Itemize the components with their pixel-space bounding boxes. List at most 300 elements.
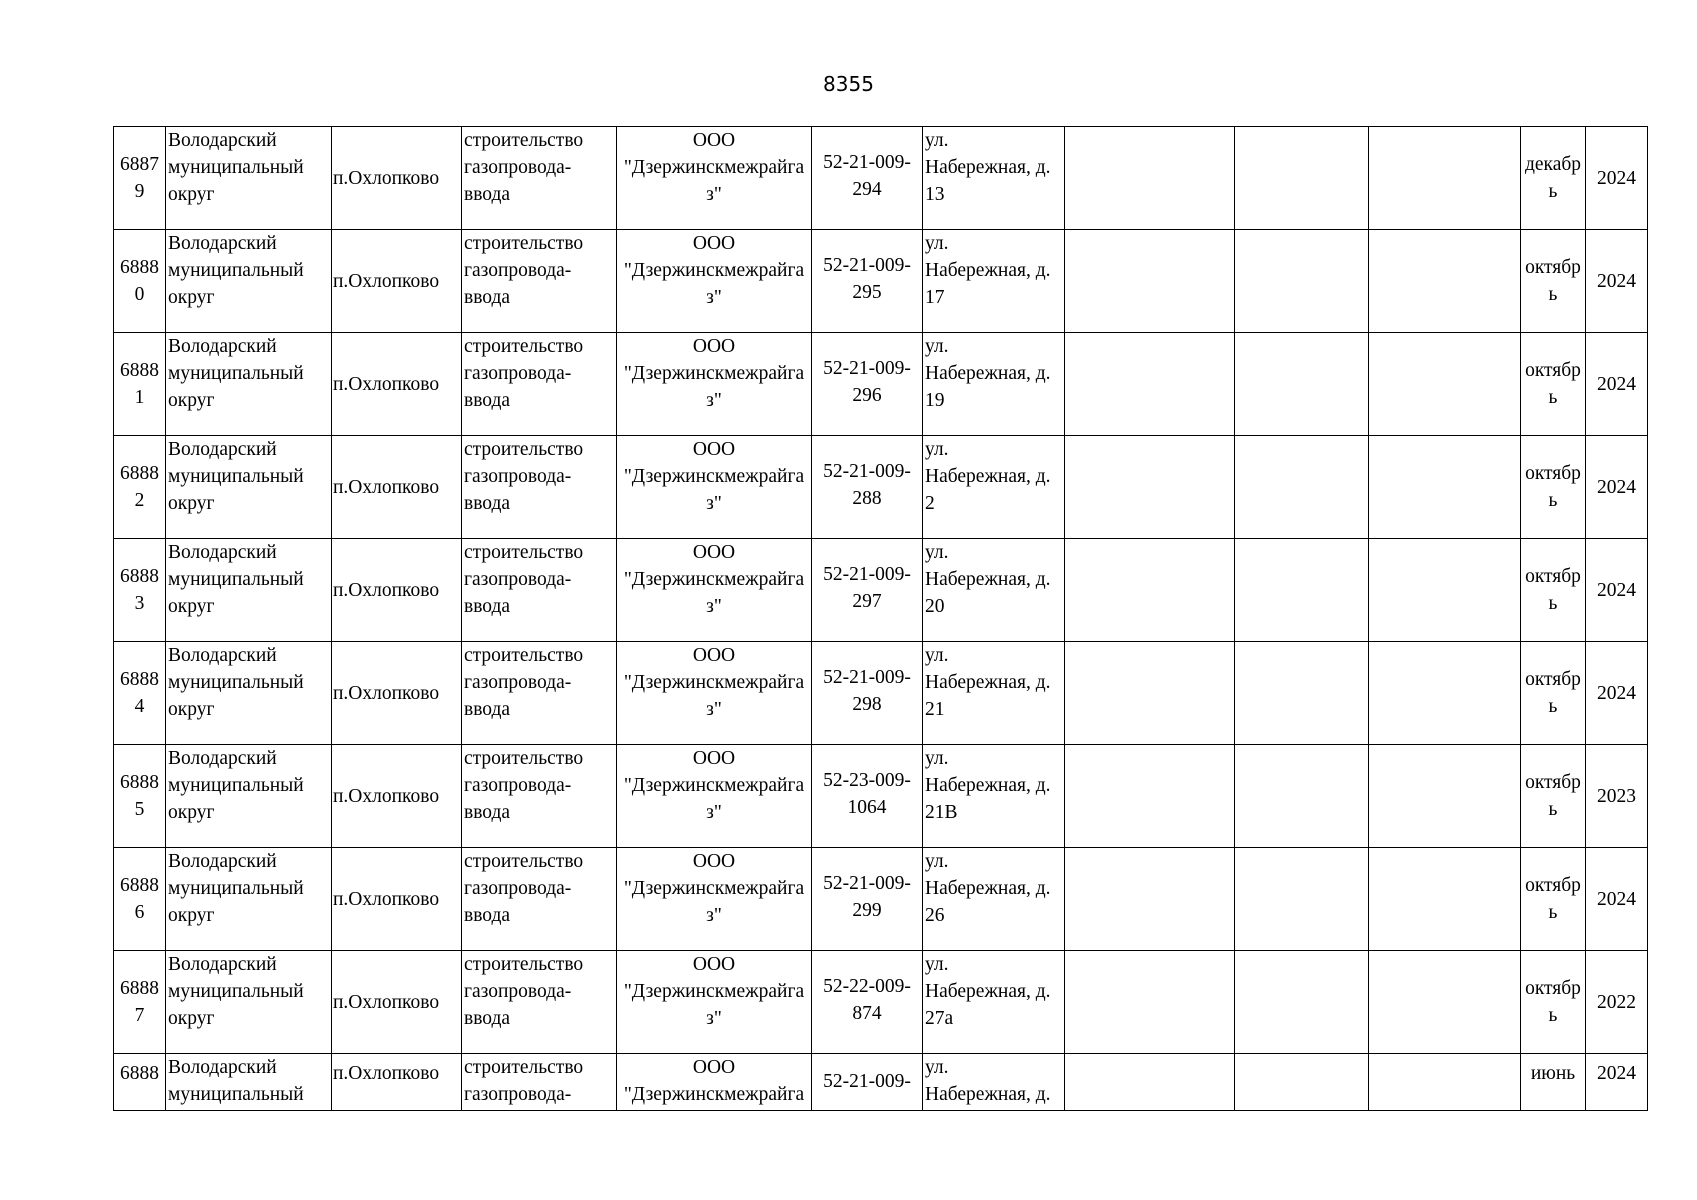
cell-locality: п.Охлопково — [332, 127, 462, 230]
cell-permit-code — [812, 642, 923, 745]
cell-address — [923, 848, 1065, 951]
cell-work-type — [462, 539, 617, 642]
cell-line: ввода — [464, 699, 511, 720]
cell-empty — [1065, 127, 1235, 230]
cell-empty — [1235, 230, 1369, 333]
cell-work-type — [462, 436, 617, 539]
cell-permit-code — [812, 127, 923, 230]
record-number-part: 4 — [134, 696, 145, 717]
cell-line: з" — [706, 287, 722, 308]
permit-code-part: 52-21-009- — [823, 564, 911, 585]
month-part: октябр — [1525, 360, 1581, 381]
cell-line: Набережная, д. — [925, 878, 1051, 899]
cell-empty — [1065, 951, 1235, 1054]
cell-locality: п.Охлопково — [332, 642, 462, 745]
permit-code-part: 52-21-009- — [823, 1071, 911, 1092]
cell-line: газопровода- — [464, 260, 572, 281]
cell-line: Володарский — [168, 1057, 277, 1078]
cell-year: 2024 — [1586, 230, 1648, 333]
cell-locality: п.Охлопково — [332, 951, 462, 1054]
cell-locality: п.Охлопково — [332, 848, 462, 951]
month-part: ь — [1548, 490, 1558, 511]
cell-month — [1521, 745, 1586, 848]
cell-line: округ — [168, 905, 215, 926]
cell-line: "Дзержинскмежрайга — [623, 775, 805, 796]
cell-organization — [617, 539, 812, 642]
cell-line: "Дзержинскмежрайга — [623, 260, 805, 281]
table-row — [114, 642, 1648, 745]
cell-empty — [1065, 539, 1235, 642]
cell-address — [923, 745, 1065, 848]
month-part: ь — [1548, 387, 1558, 408]
permit-code-part: 299 — [852, 900, 882, 921]
cell-record-number — [114, 1054, 166, 1111]
record-number-part: 9 — [134, 181, 145, 202]
cell-district — [166, 1054, 332, 1111]
cell-line: ввода — [464, 596, 511, 617]
record-number-part: 1 — [134, 387, 145, 408]
cell-line: ООО — [692, 336, 736, 357]
cell-line: Набережная, д. — [925, 260, 1051, 281]
cell-district — [166, 642, 332, 745]
cell-district — [166, 745, 332, 848]
cell-locality: п.Охлопково — [332, 230, 462, 333]
cell-line: ул. — [925, 233, 949, 254]
cell-district — [166, 539, 332, 642]
cell-line: округ — [168, 802, 215, 823]
record-number-part: 6888 — [120, 772, 159, 793]
cell-line: округ — [168, 493, 215, 514]
cell-line: Набережная, д. — [925, 672, 1051, 693]
cell-line: 20 — [925, 596, 945, 617]
cell-work-type — [462, 230, 617, 333]
cell-month — [1521, 436, 1586, 539]
record-number-part: 6888 — [120, 978, 159, 999]
cell-line: округ — [168, 699, 215, 720]
cell-empty — [1235, 1054, 1369, 1111]
cell-address — [923, 1054, 1065, 1111]
cell-locality: п.Охлопково — [332, 436, 462, 539]
cell-record-number — [114, 230, 166, 333]
record-number-part: 6888 — [120, 669, 159, 690]
cell-line: Володарский — [168, 645, 277, 666]
cell-month — [1521, 1054, 1586, 1111]
cell-line: ООО — [692, 542, 736, 563]
cell-year: 2022 — [1586, 951, 1648, 1054]
permit-code-part: 874 — [852, 1003, 882, 1024]
cell-empty — [1065, 848, 1235, 951]
cell-organization — [617, 230, 812, 333]
cell-line: ООО — [692, 1057, 736, 1078]
cell-line: газопровода- — [464, 363, 572, 384]
cell-line: строительство — [464, 439, 584, 460]
cell-month — [1521, 642, 1586, 745]
cell-month — [1521, 230, 1586, 333]
cell-line: муниципальный — [168, 569, 304, 590]
cell-record-number — [114, 436, 166, 539]
cell-line: строительство — [464, 542, 584, 563]
cell-line: Володарский — [168, 542, 277, 563]
month-part: октябр — [1525, 669, 1581, 690]
cell-district — [166, 951, 332, 1054]
cell-line: муниципальный — [168, 466, 304, 487]
cell-line: округ — [168, 596, 215, 617]
cell-record-number — [114, 539, 166, 642]
cell-line: Набережная, д. — [925, 363, 1051, 384]
cell-work-type — [462, 1054, 617, 1111]
cell-record-number — [114, 951, 166, 1054]
cell-permit-code — [812, 539, 923, 642]
month-part: октябр — [1525, 772, 1581, 793]
cell-record-number — [114, 333, 166, 436]
cell-line: 27а — [925, 1008, 954, 1029]
cell-line: ООО — [692, 954, 736, 975]
cell-empty — [1369, 127, 1521, 230]
cell-line: строительство — [464, 645, 584, 666]
cell-line: муниципальный — [168, 1084, 304, 1105]
cell-empty — [1235, 436, 1369, 539]
cell-year: 2024 — [1586, 333, 1648, 436]
cell-line: Набережная, д. — [925, 569, 1051, 590]
cell-line: муниципальный — [168, 260, 304, 281]
record-number-part: 6887 — [120, 154, 159, 175]
cell-line: строительство — [464, 954, 584, 975]
cell-month — [1521, 848, 1586, 951]
table-row — [114, 745, 1648, 848]
month-part: ь — [1548, 1005, 1558, 1026]
month-part: октябр — [1525, 463, 1581, 484]
cell-line: муниципальный — [168, 878, 304, 899]
cell-line: муниципальный — [168, 981, 304, 1002]
table-row — [114, 333, 1648, 436]
cell-line: 13 — [925, 184, 945, 205]
page-number: 8355 — [823, 72, 874, 96]
cell-empty — [1235, 642, 1369, 745]
cell-empty — [1235, 539, 1369, 642]
month-part: октябр — [1525, 875, 1581, 896]
cell-line: "Дзержинскмежрайга — [623, 569, 805, 590]
cell-empty — [1369, 436, 1521, 539]
cell-organization — [617, 1054, 812, 1111]
cell-year: 2024 — [1586, 848, 1648, 951]
permit-code-part: 52-21-009- — [823, 461, 911, 482]
cell-address — [923, 333, 1065, 436]
table-row — [114, 436, 1648, 539]
record-number-part: 5 — [134, 799, 145, 820]
permit-code-part: 294 — [852, 179, 882, 200]
cell-work-type — [462, 127, 617, 230]
cell-line: Володарский — [168, 130, 277, 151]
cell-record-number — [114, 642, 166, 745]
cell-organization — [617, 127, 812, 230]
cell-line: з" — [706, 596, 722, 617]
cell-district — [166, 436, 332, 539]
cell-district — [166, 127, 332, 230]
cell-line: ул. — [925, 336, 949, 357]
cell-permit-code — [812, 745, 923, 848]
cell-line: з" — [706, 699, 722, 720]
cell-line: газопровода- — [464, 775, 572, 796]
month-part: октябр — [1525, 257, 1581, 278]
record-number-part: 6888 — [120, 566, 159, 587]
cell-record-number — [114, 848, 166, 951]
cell-empty — [1369, 642, 1521, 745]
cell-record-number — [114, 127, 166, 230]
month-part: ь — [1548, 284, 1558, 305]
cell-line: Набережная, д. — [925, 775, 1051, 796]
cell-line: ул. — [925, 748, 949, 769]
cell-address — [923, 436, 1065, 539]
cell-year: 2024 — [1586, 1054, 1648, 1111]
cell-empty — [1065, 642, 1235, 745]
month-part: ь — [1548, 593, 1558, 614]
permit-code-part: 297 — [852, 591, 882, 612]
cell-line: строительство — [464, 851, 584, 872]
cell-empty — [1235, 127, 1369, 230]
cell-line: 26 — [925, 905, 945, 926]
cell-line: ул. — [925, 1057, 949, 1078]
table-row — [114, 1054, 1648, 1111]
cell-line: 17 — [925, 287, 945, 308]
month-part: ь — [1548, 799, 1558, 820]
cell-line: газопровода- — [464, 672, 572, 693]
permit-code-part: 52-23-009- — [823, 770, 911, 791]
table-body — [114, 127, 1648, 1111]
cell-work-type — [462, 333, 617, 436]
cell-line: ввода — [464, 493, 511, 514]
cell-permit-code — [812, 436, 923, 539]
cell-line: строительство — [464, 748, 584, 769]
cell-line: газопровода- — [464, 878, 572, 899]
cell-locality: п.Охлопково — [332, 745, 462, 848]
cell-line: ул. — [925, 439, 949, 460]
permit-code-part: 1064 — [847, 797, 887, 818]
record-number-part: 6888 — [120, 360, 159, 381]
cell-line: ввода — [464, 905, 511, 926]
cell-address — [923, 951, 1065, 1054]
cell-line: ввода — [464, 802, 511, 823]
cell-year: 2024 — [1586, 436, 1648, 539]
cell-line: 21В — [925, 802, 958, 823]
cell-organization — [617, 333, 812, 436]
cell-line: ул. — [925, 851, 949, 872]
cell-district — [166, 230, 332, 333]
cell-district — [166, 333, 332, 436]
permit-code-part: 52-21-009- — [823, 255, 911, 276]
month-part: ь — [1548, 696, 1558, 717]
cell-line: ввода — [464, 287, 511, 308]
cell-empty — [1235, 745, 1369, 848]
data-table — [113, 126, 1648, 1111]
cell-month — [1521, 951, 1586, 1054]
cell-line: "Дзержинскмежрайга — [623, 466, 805, 487]
permit-code-part: 298 — [852, 694, 882, 715]
cell-empty — [1065, 1054, 1235, 1111]
cell-address — [923, 539, 1065, 642]
cell-line: ООО — [692, 748, 736, 769]
cell-empty — [1369, 230, 1521, 333]
permit-code-part: 288 — [852, 488, 882, 509]
cell-line: ООО — [692, 439, 736, 460]
month-part: октябр — [1525, 566, 1581, 587]
cell-line: ООО — [692, 130, 736, 151]
month-part: октябр — [1525, 978, 1581, 999]
cell-line: 21 — [925, 699, 945, 720]
cell-organization — [617, 848, 812, 951]
cell-line: "Дзержинскмежрайга — [623, 363, 805, 384]
table-row — [114, 951, 1648, 1054]
record-number-part: 6888 — [120, 1063, 159, 1084]
cell-permit-code — [812, 230, 923, 333]
permit-code-part: 52-21-009- — [823, 358, 911, 379]
cell-line: "Дзержинскмежрайга — [623, 878, 805, 899]
cell-permit-code — [812, 951, 923, 1054]
record-number-part: 6888 — [120, 257, 159, 278]
cell-line: ул. — [925, 130, 949, 151]
cell-line: ООО — [692, 645, 736, 666]
cell-locality: п.Охлопково — [332, 333, 462, 436]
cell-empty — [1235, 333, 1369, 436]
cell-line: "Дзержинскмежрайга — [623, 157, 805, 178]
cell-line: ул. — [925, 954, 949, 975]
cell-line: газопровода- — [464, 569, 572, 590]
cell-empty — [1369, 1054, 1521, 1111]
cell-line: з" — [706, 802, 722, 823]
cell-line: муниципальный — [168, 672, 304, 693]
cell-line: "Дзержинскмежрайга — [623, 981, 805, 1002]
cell-line: муниципальный — [168, 775, 304, 796]
cell-empty — [1369, 951, 1521, 1054]
cell-month — [1521, 539, 1586, 642]
cell-organization — [617, 745, 812, 848]
cell-line: строительство — [464, 130, 584, 151]
cell-line: муниципальный — [168, 363, 304, 384]
cell-empty — [1065, 230, 1235, 333]
permit-code-part: 295 — [852, 282, 882, 303]
cell-year: 2024 — [1586, 642, 1648, 745]
cell-line: Володарский — [168, 233, 277, 254]
cell-line: з" — [706, 1008, 722, 1029]
table-row — [114, 848, 1648, 951]
permit-code-part: 52-21-009- — [823, 152, 911, 173]
cell-line: ООО — [692, 851, 736, 872]
cell-line: ул. — [925, 645, 949, 666]
cell-empty — [1369, 539, 1521, 642]
cell-line: округ — [168, 390, 215, 411]
cell-line: округ — [168, 1008, 215, 1029]
table-row — [114, 127, 1648, 230]
cell-address — [923, 127, 1065, 230]
cell-empty — [1235, 951, 1369, 1054]
cell-empty — [1065, 745, 1235, 848]
cell-line: з" — [706, 390, 722, 411]
record-number-part: 7 — [134, 1005, 145, 1026]
cell-line: муниципальный — [168, 157, 304, 178]
cell-empty — [1065, 436, 1235, 539]
cell-year: 2024 — [1586, 539, 1648, 642]
cell-line: округ — [168, 287, 215, 308]
cell-line: "Дзержинскмежрайга — [623, 1084, 805, 1105]
cell-month — [1521, 127, 1586, 230]
record-number-part: 6888 — [120, 463, 159, 484]
cell-line: строительство — [464, 233, 584, 254]
cell-line: ввода — [464, 390, 511, 411]
record-number-part: 6 — [134, 902, 145, 923]
month-part: ь — [1548, 181, 1558, 202]
cell-month — [1521, 333, 1586, 436]
cell-line: строительство — [464, 336, 584, 357]
cell-line: Володарский — [168, 851, 277, 872]
cell-line: Набережная, д. — [925, 466, 1051, 487]
cell-empty — [1065, 333, 1235, 436]
cell-line: з" — [706, 905, 722, 926]
cell-line: Набережная, д. — [925, 981, 1051, 1002]
cell-line: газопровода- — [464, 157, 572, 178]
month-part: июнь — [1530, 1063, 1576, 1084]
table-row — [114, 230, 1648, 333]
cell-work-type — [462, 951, 617, 1054]
cell-address — [923, 230, 1065, 333]
cell-line: Володарский — [168, 439, 277, 460]
cell-line: ввода — [464, 1008, 511, 1029]
record-number-part: 6888 — [120, 875, 159, 896]
cell-line: строительство — [464, 1057, 584, 1078]
permit-code-part: 52-22-009- — [823, 976, 911, 997]
cell-year: 2023 — [1586, 745, 1648, 848]
cell-line: "Дзержинскмежрайга — [623, 672, 805, 693]
cell-locality: п.Охлопково — [332, 539, 462, 642]
cell-work-type — [462, 745, 617, 848]
cell-work-type — [462, 642, 617, 745]
cell-empty — [1369, 745, 1521, 848]
cell-locality: п.Охлопково — [332, 1054, 462, 1111]
cell-line: з" — [706, 184, 722, 205]
cell-year: 2024 — [1586, 127, 1648, 230]
permit-code-part: 52-21-009- — [823, 667, 911, 688]
cell-line: ввода — [464, 184, 511, 205]
cell-line: 19 — [925, 390, 945, 411]
cell-line: Набережная, д. — [925, 157, 1051, 178]
table-row — [114, 539, 1648, 642]
permit-code-part: 52-21-009- — [823, 873, 911, 894]
permit-code-part: 296 — [852, 385, 882, 406]
cell-line: газопровода- — [464, 1084, 572, 1105]
cell-empty — [1235, 848, 1369, 951]
cell-empty — [1369, 848, 1521, 951]
record-number-part: 2 — [134, 490, 145, 511]
cell-permit-code — [812, 1054, 923, 1111]
cell-permit-code — [812, 333, 923, 436]
cell-district — [166, 848, 332, 951]
cell-line: з" — [706, 493, 722, 514]
month-part: декабр — [1524, 154, 1582, 175]
cell-work-type — [462, 848, 617, 951]
record-number-part: 0 — [134, 284, 145, 305]
cell-empty — [1369, 333, 1521, 436]
cell-line: округ — [168, 184, 215, 205]
cell-line: ООО — [692, 233, 736, 254]
cell-address — [923, 642, 1065, 745]
cell-line: Володарский — [168, 954, 277, 975]
cell-organization — [617, 642, 812, 745]
cell-line: Володарский — [168, 748, 277, 769]
cell-record-number — [114, 745, 166, 848]
cell-permit-code — [812, 848, 923, 951]
cell-line: газопровода- — [464, 466, 572, 487]
cell-line: Набережная, д. — [925, 1084, 1051, 1105]
cell-organization — [617, 951, 812, 1054]
cell-line: газопровода- — [464, 981, 572, 1002]
